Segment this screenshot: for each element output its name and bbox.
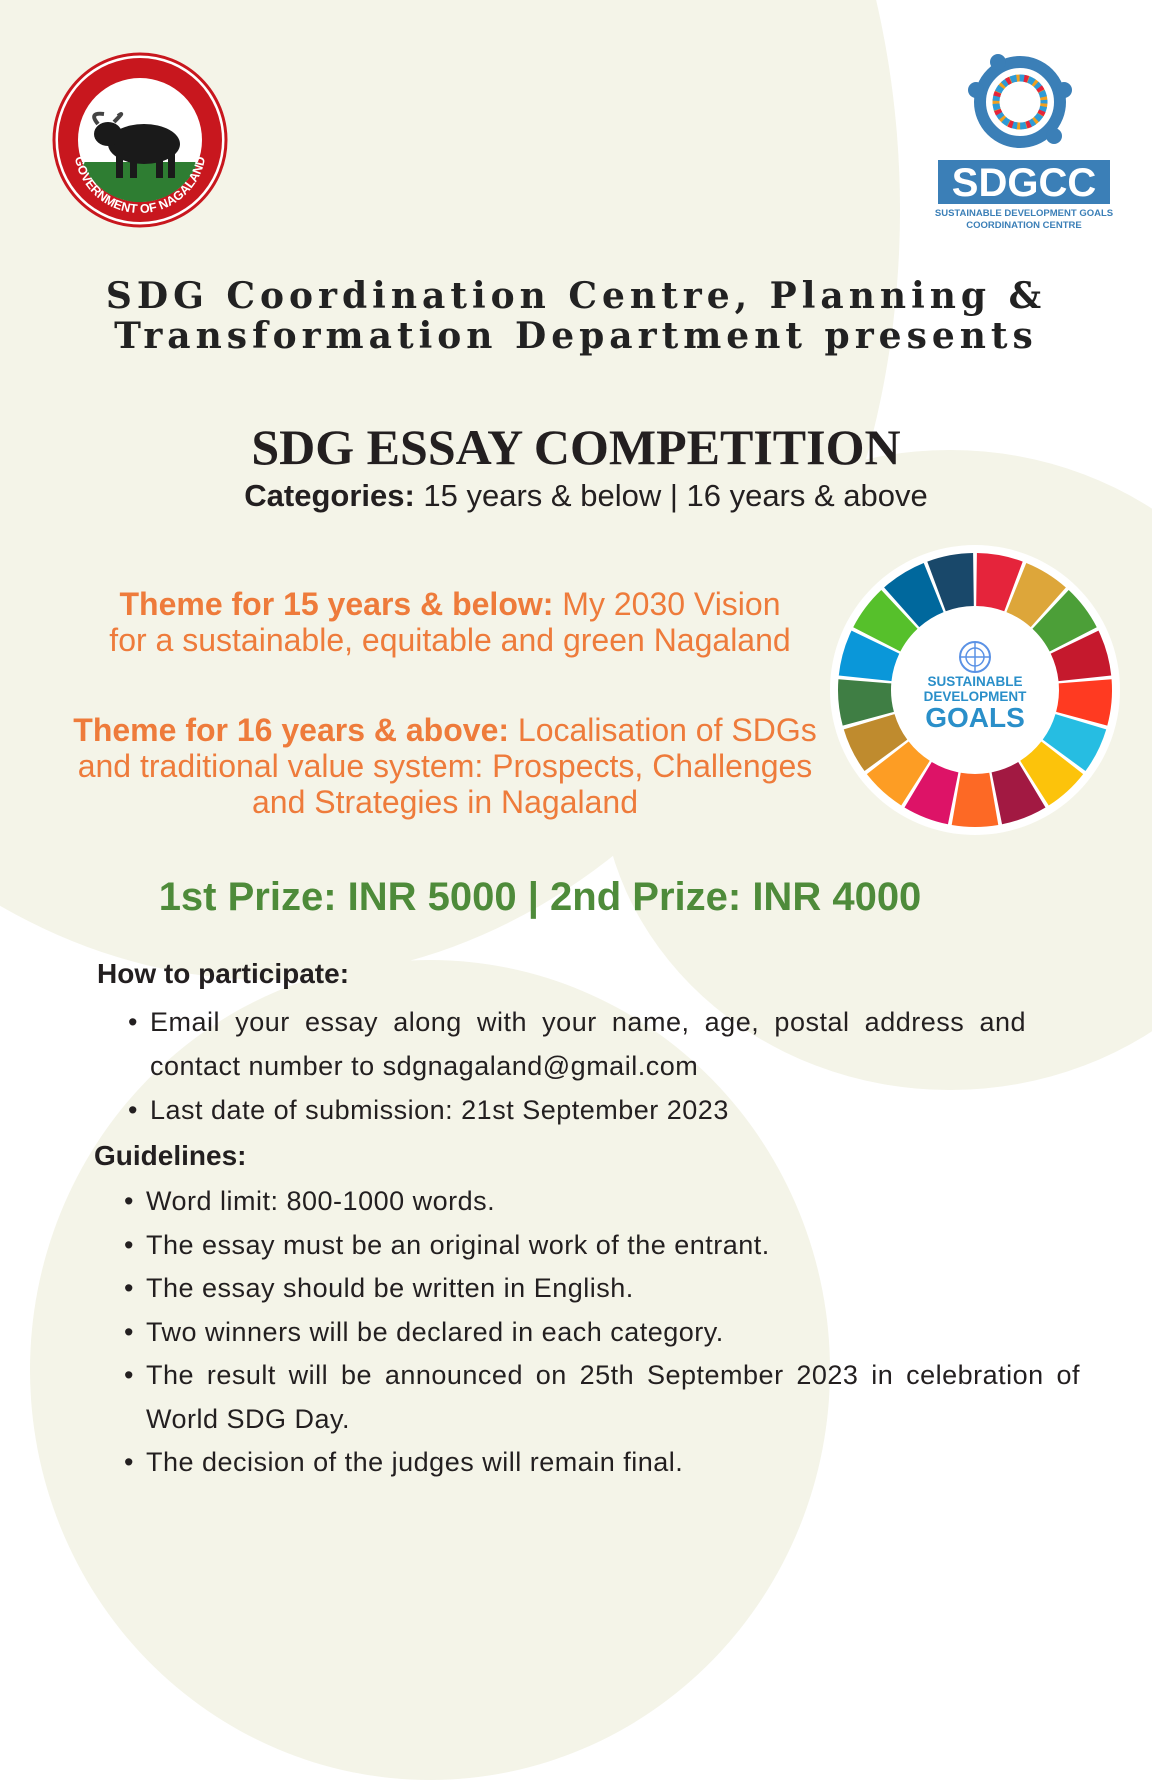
- prize-line: 1st Prize: INR 5000 | 2nd Prize: INR 4000: [158, 875, 922, 919]
- presenter-line-1: SDG Coordination Centre, Planning &: [105, 275, 1047, 317]
- how-to-participate-heading: How to participate:: [97, 958, 350, 989]
- un-emblem-icon: [960, 642, 990, 672]
- list-item: • The decision of the judges will remain final.: [124, 1441, 1080, 1485]
- how-to-participate-list: [128, 1000, 1026, 1132]
- sdgcc-subtitle-line1: SUSTAINABLE DEVELOPMENT GOALS: [934, 208, 1114, 219]
- sdg-wheel-text-1: SUSTAINABLE: [927, 674, 1023, 689]
- theme-label: Theme for 16 years & above:: [73, 712, 510, 748]
- sdgcc-subtitle-line2: COORDINATION CENTRE: [966, 220, 1082, 231]
- list-item: • Word limit: 800-1000 words.: [124, 1180, 1080, 1224]
- theme-text: My 2030 Vision for a sustainable, equitable and green Nagaland: [109, 586, 791, 658]
- sdg-wheel-text-2: DEVELOPMENT: [923, 689, 1027, 704]
- list-item: • The result will be announced on 25th September 2023 in celebration of World SDG Day.: [124, 1354, 1080, 1441]
- list-item: • Email your essay along with your name, age, postal address and contact number to sdgnagaland@gmail.com: [128, 1000, 1026, 1088]
- presenter-line-2: Transformation Department presents: [114, 315, 1038, 357]
- sdgcc-emblem-icon: [968, 54, 1072, 144]
- nagaland-government-logo: [52, 52, 228, 228]
- categories-label: Categories:: [244, 478, 415, 513]
- nagaland-logo-top-text: UNITY: [117, 79, 163, 99]
- guidelines-list: [124, 1180, 1080, 1485]
- presenter-heading: [0, 276, 1152, 356]
- categories-value: 15 years & below | 16 years & above: [414, 478, 928, 513]
- categories-line: [0, 478, 1152, 514]
- list-item: • The essay should be written in English.: [124, 1267, 1080, 1311]
- sdgcc-name: SDGCC: [951, 161, 1097, 205]
- competition-title: SDG ESSAY COMPETITION: [251, 419, 901, 475]
- sdg-wheel-text-3: GOALS: [925, 702, 1025, 733]
- sdg-wheel-logo: [830, 545, 1120, 835]
- theme-15-and-below: [100, 586, 800, 658]
- theme-label: Theme for 15 years & below:: [119, 586, 554, 622]
- sdgcc-logo: [934, 50, 1114, 240]
- list-item: • The essay must be an original work of the entrant.: [124, 1224, 1080, 1268]
- list-item: • Last date of submission: 21st September 2023: [128, 1088, 1026, 1132]
- list-item: • Two winners will be declared in each category.: [124, 1311, 1080, 1355]
- guidelines-heading: Guidelines:: [94, 1140, 247, 1171]
- nagaland-logo-bottom-text: GOVERNMENT OF NAGALAND: [71, 155, 209, 217]
- theme-text: Localisation of SDGs and traditional value system: Prospects, Challenges and Strategies in Nagaland: [77, 712, 817, 820]
- theme-16-and-above: [50, 712, 840, 820]
